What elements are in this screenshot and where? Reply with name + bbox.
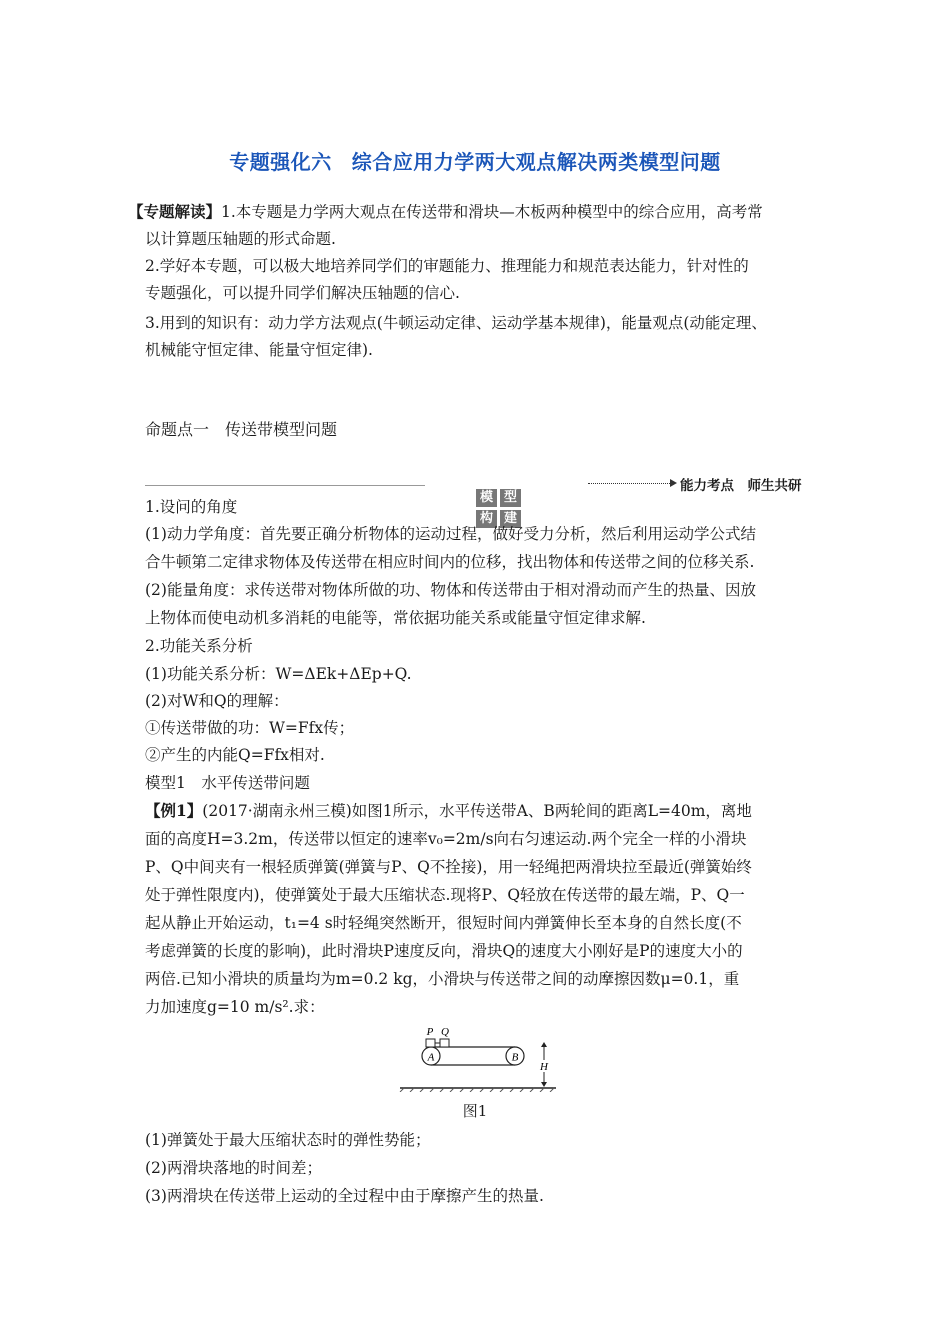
question-1: (1)弹簧处于最大压缩状态时的弹性势能； [145,1131,431,1149]
height-arrow-bottom [541,1082,547,1087]
intro-line-3: 2.学好本专题，可以极大地培养同学们的审题能力、推理能力和规范表达能力，针对性的 [145,257,749,275]
body-line-6: 2.功能关系分析 [145,637,253,655]
example-line-4: 处于弹性限度内)，使弹簧处于最大压缩状态.现将P、Q轻放在传送带的最左端，P、Q一 [145,886,745,904]
example-text-1: (2017·湖南永州三模)如图1所示，水平传送带A、B两轮间的距离L=40m，离地 [202,802,752,820]
intro-line-4: 专题强化，可以提升同学们解决压轴题的信心. [145,284,460,302]
badge-arrow-icon [670,479,677,487]
height-arrow-top [541,1042,547,1047]
block-p-label: P [426,1026,434,1038]
body-line-1: 1.设问的角度 [145,498,238,516]
question-2: (2)两滑块落地的时间差； [145,1159,322,1177]
conveyor-figure [398,1022,558,1092]
model-build-stamp [476,489,522,529]
block-q-label: Q [441,1026,449,1038]
example-line-3: P、Q中间夹有一根轻质弹簧(弹簧与P、Q不拴接)，用一轻绳把两滑块拉至最近(弹簧始终 [145,858,752,876]
page-title [0,146,950,175]
stamp-char-3: 构 [476,510,497,528]
intro-label: 【专题解读】 [128,202,222,221]
intro-text-1: 1.本专题是力学两大观点在传送带和滑块—木板两种模型中的综合应用，高考常 [221,203,763,221]
intro-line-2: 以计算题压轴题的形式命题. [145,230,336,248]
example-line-7: 两倍.已知小滑块的质量均为m=0.2 kg，小滑块与传送带之间的动摩擦因数μ=0.1，重 [145,970,740,988]
stamp-char-4: 建 [500,510,521,528]
body-line-10: ②产生的内能Q=Ffx相对. [145,746,325,764]
example-line-8: 力加速度g=10 m/s².求： [145,998,325,1016]
question-3: (3)两滑块在传送带上运动的全过程中由于摩擦产生的热量. [145,1187,544,1205]
intro-line-5: 3.用到的知识有：动力学方法观点(牛顿运动定律、运动学基本规律)，能量观点(动能定理、 [145,314,767,332]
badge-text: 能力考点 师生共研 [680,478,802,494]
example-line-1 [145,801,752,821]
body-line-2: (1)动力学角度：首先要正确分析物体的运动过程，做好受力分析，然后利用运动学公式结 [145,525,756,543]
intro-line-1 [128,202,763,222]
wheel-b-label: B [511,1051,519,1064]
example-line-5: 起从静止开始运动，t₁=4 s时轻绳突然断开，很短时间内弹簧伸长至本身的自然长度(不 [145,914,742,932]
height-label: H [540,1061,548,1073]
stamp-char-2: 型 [500,489,521,507]
section-badge [588,474,808,492]
section-number: 命题点一 [145,420,210,439]
example-label: 【例1】 [145,801,203,820]
stamp-char-1: 模 [476,489,497,507]
body-line-9: ①传送带做的功：W=Ffx传； [145,719,355,737]
body-line-5: 上物体而使电动机多消耗的电能等，常依据功能关系或能量守恒定律求解. [145,609,646,627]
title-part1: 专题强化六 [229,150,332,174]
intro-line-6: 机械能守恒定律、能量守恒定律). [145,341,373,359]
title-part2: 综合应用力学两大观点解决两类模型问题 [351,150,721,174]
block-q [440,1039,449,1047]
body-line-8: (2)对W和Q的理解： [145,692,289,710]
section-name: 传送带模型问题 [225,420,338,439]
section-heading [145,417,337,440]
body-line-11: 模型1 水平传送带问题 [145,774,310,792]
wheel-a-label: A [427,1051,435,1064]
body-line-4: (2)能量角度：求传送带对物体所做的功、物体和传送带由于相对滑动而产生的热量、因放 [145,581,756,599]
body-line-3: 合牛顿第二定律求物体及传送带在相应时间内的位移，找出物体和传送带之间的位移关系. [145,553,755,571]
example-line-2: 面的高度H=3.2m，传送带以恒定的速率v₀=2m/s向右匀速运动.两个完全一样的小滑块 [145,830,747,848]
figure-caption: 图1 [462,1102,488,1120]
block-p [426,1039,435,1047]
example-line-6: 考虑弹簧的长度的影响)，此时滑块P速度反向，滑块Q的速度大小刚好是P的速度大小的 [145,942,743,960]
badge-dotted-line [588,483,670,484]
section-divider [145,485,425,486]
body-line-7: (1)功能关系分析：W=ΔEk+ΔEp+Q. [145,665,412,683]
